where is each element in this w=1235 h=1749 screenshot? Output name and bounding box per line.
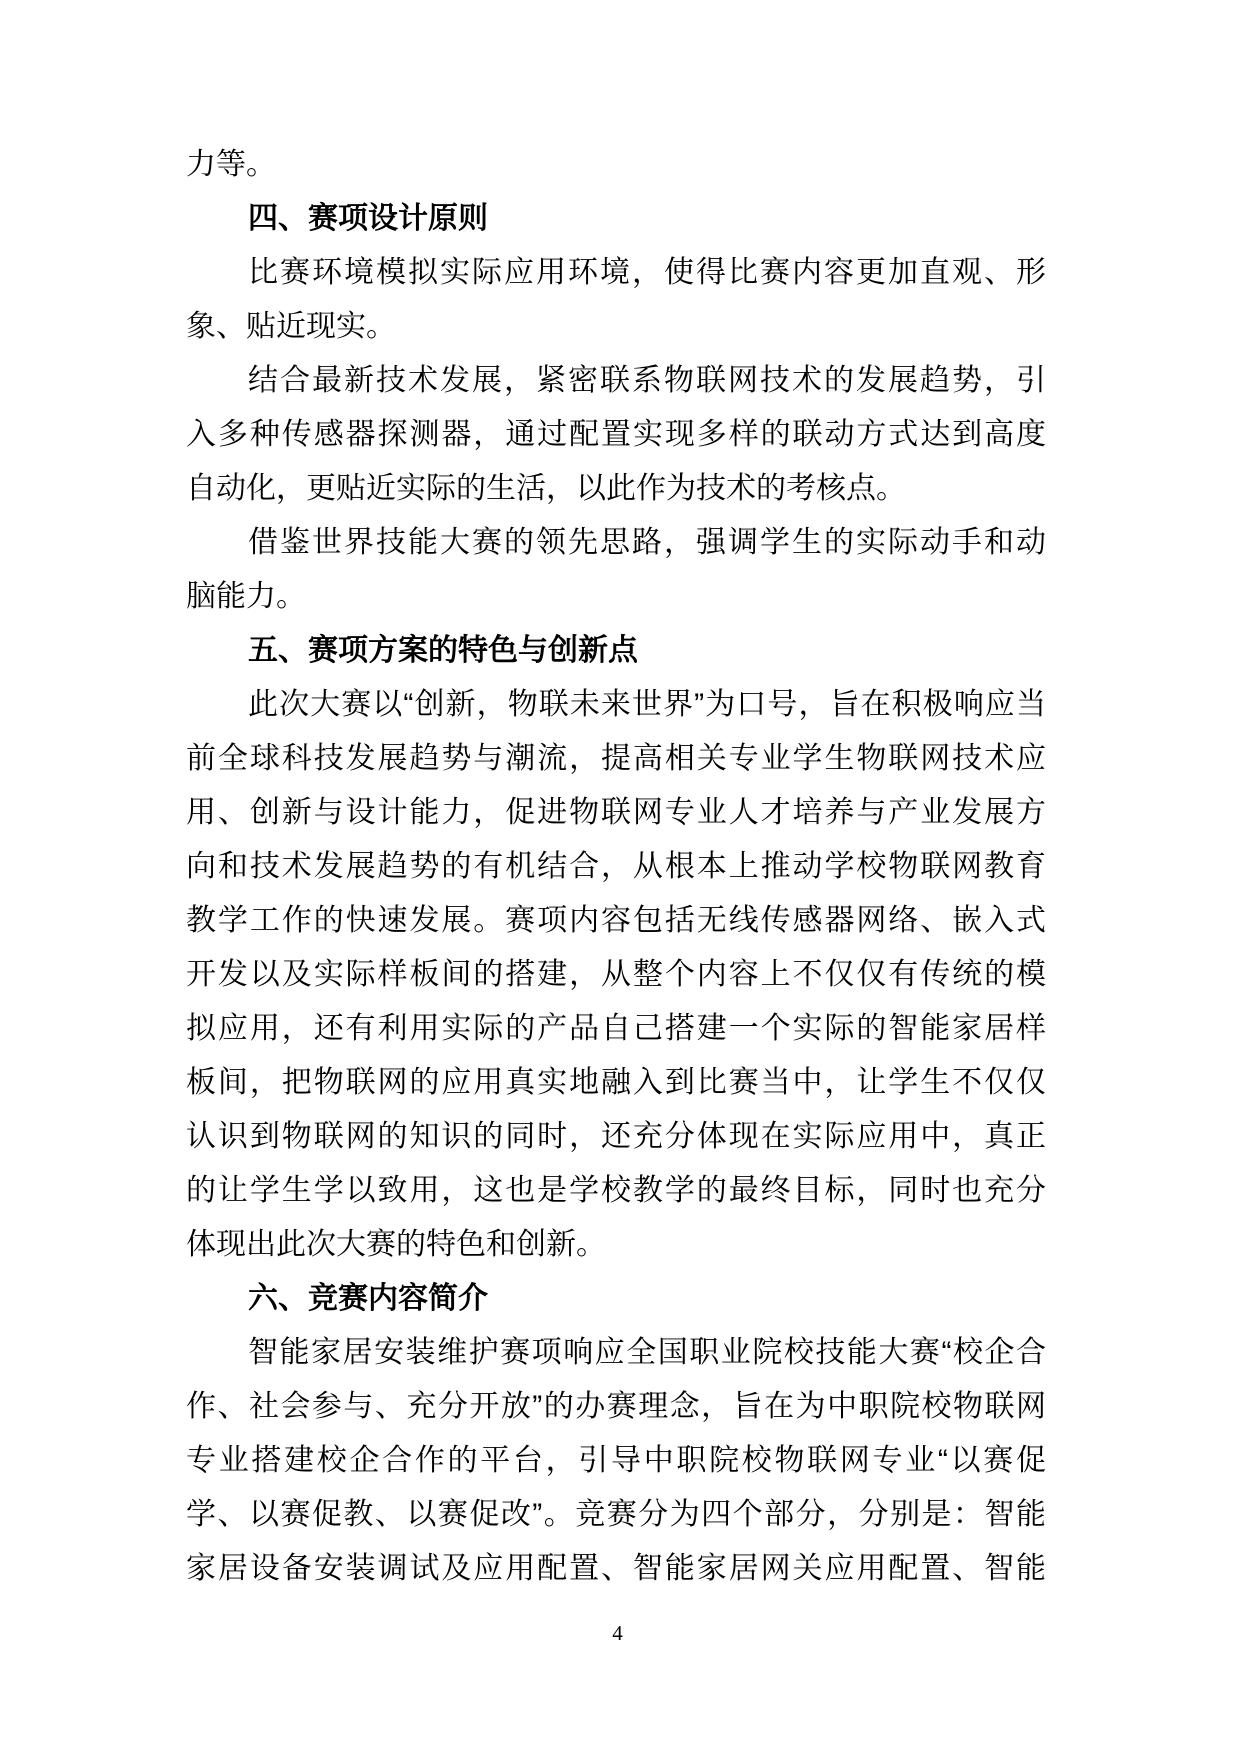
section-heading-6: 六、竞赛内容简介 — [248, 1282, 488, 1315]
text-line: 板间，把物联网的应用真实地融入到比赛当中，让学生不仅仅 — [186, 1066, 1046, 1099]
text-line: 前全球科技发展趋势与潮流，提高相关专业学生物联网技术应 — [186, 742, 1046, 775]
text-line: 认识到物联网的知识的同时，还充分体现在实际应用中，真正 — [186, 1120, 1046, 1153]
paragraph-end-line: 自动化，更贴近实际的生活，以此作为技术的考核点。 — [186, 472, 906, 505]
text-line: 学、以赛促教、以赛促改”。竞赛分为四个部分，分别是：智能 — [186, 1498, 1046, 1531]
paragraph-end-line: 体现出此次大赛的特色和创新。 — [186, 1228, 606, 1261]
text-line: 向和技术发展趋势的有机结合，从根本上推动学校物联网教育 — [186, 850, 1046, 883]
text-line: 作、社会参与、充分开放”的办赛理念，旨在为中职院校物联网 — [186, 1390, 1046, 1423]
page-number: 4 — [612, 1621, 623, 1645]
paragraph-end-line: 脑能力。 — [186, 580, 306, 613]
paragraph-end-line: 象、贴近现实。 — [186, 310, 396, 343]
section-heading-4: 四、赛项设计原则 — [248, 202, 488, 235]
paragraph-end-line: 力等。 — [186, 148, 276, 181]
text-line: 开发以及实际样板间的搭建，从整个内容上不仅仅有传统的模 — [186, 958, 1046, 991]
text-line: 入多种传感器探测器，通过配置实现多样的联动方式达到高度 — [186, 418, 1046, 451]
text-line: 专业搭建校企合作的平台，引导中职院校物联网专业“以赛促 — [186, 1444, 1046, 1477]
text-line: 智能家居安装维护赛项响应全国职业院校技能大赛“校企合 — [248, 1336, 1046, 1369]
text-line: 家居设备安装调试及应用配置、智能家居网关应用配置、智能 — [186, 1552, 1046, 1585]
text-line: 用、创新与设计能力，促进物联网专业人才培养与产业发展方 — [186, 796, 1046, 829]
text-line: 拟应用，还有利用实际的产品自己搭建一个实际的智能家居样 — [186, 1012, 1046, 1045]
text-line: 借鉴世界技能大赛的领先思路，强调学生的实际动手和动 — [248, 526, 1046, 559]
text-line: 比赛环境模拟实际应用环境，使得比赛内容更加直观、形 — [248, 256, 1046, 289]
page-body — [186, 138, 1046, 1596]
text-line: 此次大赛以“创新，物联未来世界”为口号，旨在积极响应当 — [248, 688, 1046, 721]
section-heading-5: 五、赛项方案的特色与创新点 — [248, 634, 638, 667]
text-line: 结合最新技术发展，紧密联系物联网技术的发展趋势，引 — [248, 364, 1046, 397]
text-line: 的让学生学以致用，这也是学校教学的最终目标，同时也充分 — [186, 1174, 1046, 1207]
text-line: 教学工作的快速发展。赛项内容包括无线传感器网络、嵌入式 — [186, 904, 1046, 937]
